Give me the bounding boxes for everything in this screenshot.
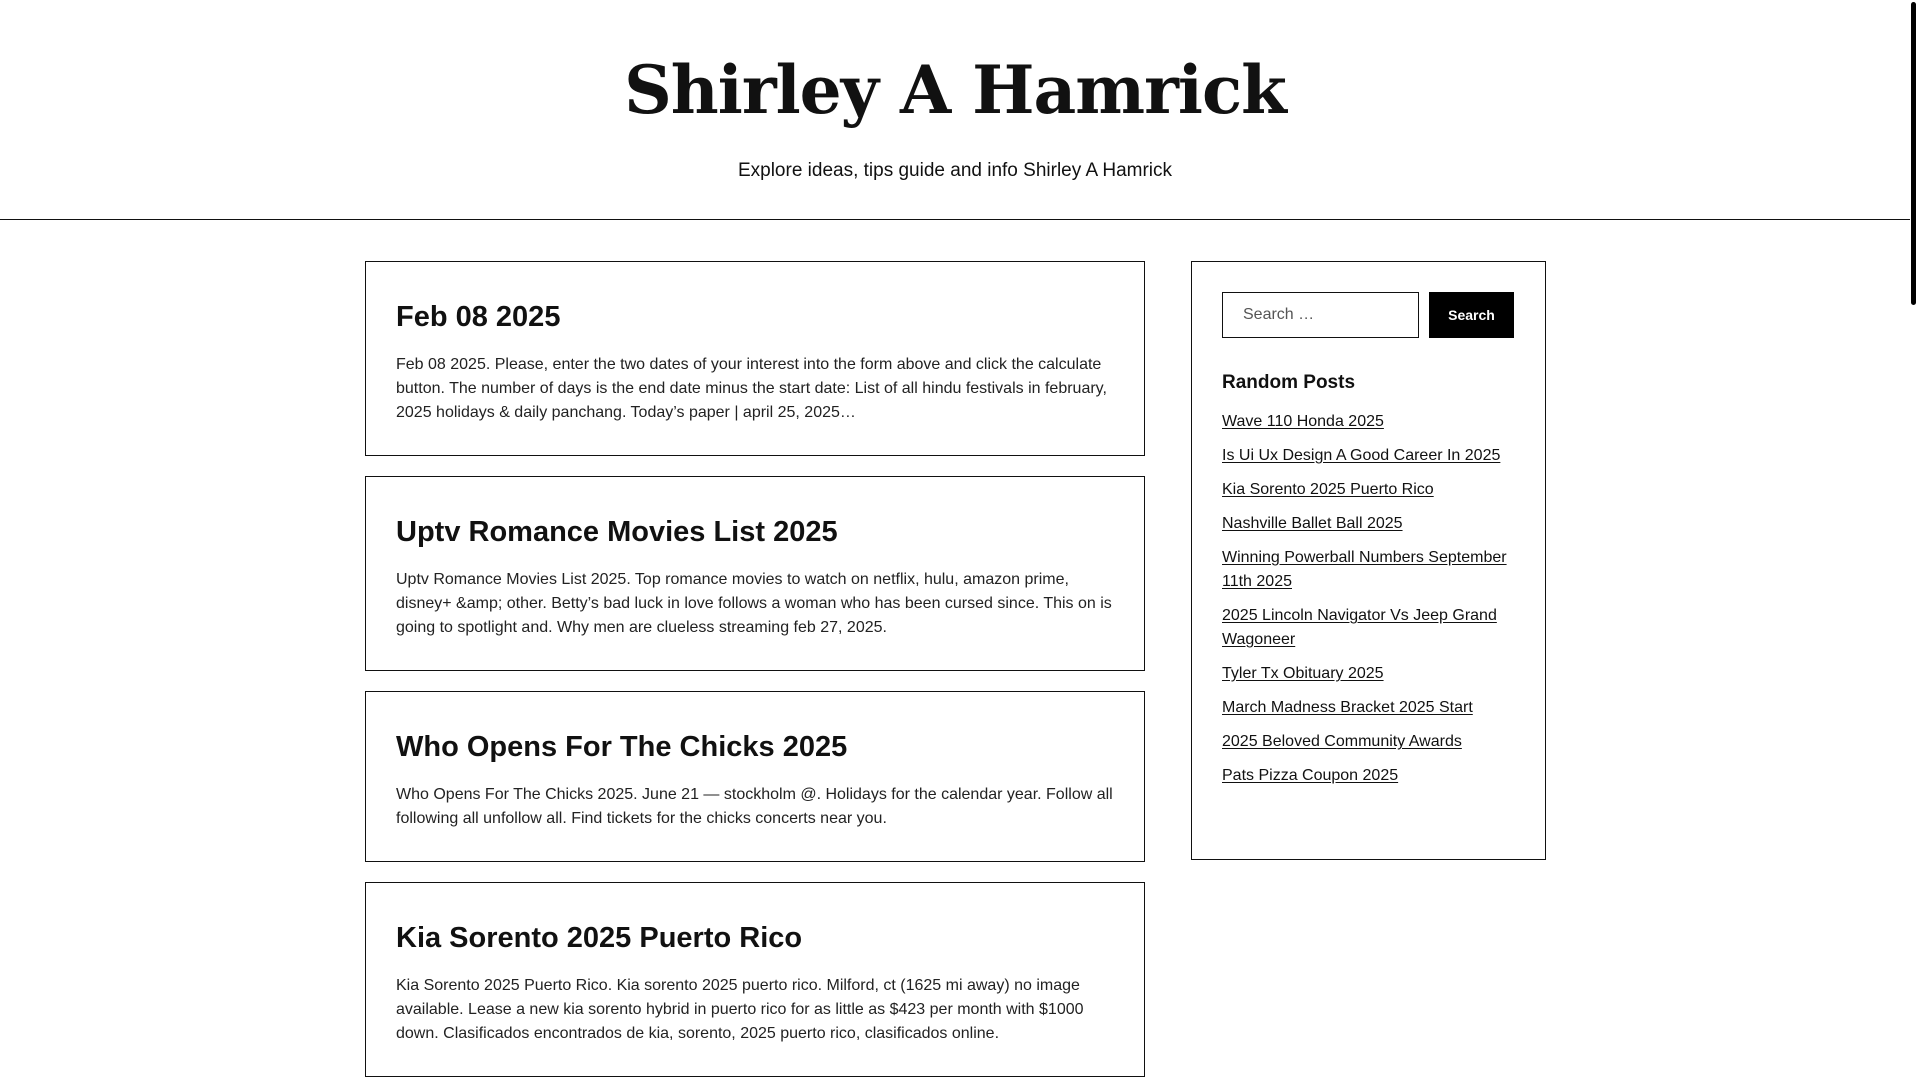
- post-list: [365, 261, 1145, 1080]
- list-item: [1222, 662, 1515, 686]
- post-excerpt: Who Opens For The Chicks 2025. June 21 — stockholm @. Holidays for the calendar year. Follow all following all unfollow all. Find tickets for the chicks concerts near you.: [396, 786, 1113, 827]
- random-post-link[interactable]: Tyler Tx Obituary 2025: [1222, 665, 1384, 682]
- post-title[interactable]: Kia Sorento 2025 Puerto Rico: [396, 922, 803, 954]
- random-post-link[interactable]: Kia Sorento 2025 Puerto Rico: [1222, 481, 1434, 498]
- list-item: [1222, 604, 1515, 652]
- random-post-link[interactable]: Wave 110 Honda 2025: [1222, 413, 1384, 430]
- random-posts-list: [1222, 410, 1515, 788]
- site-tagline: Explore ideas, tips guide and info Shirley A Hamrick: [737, 160, 1173, 181]
- list-item: [1222, 546, 1515, 594]
- list-item: [1222, 512, 1515, 536]
- random-post-link[interactable]: Pats Pizza Coupon 2025: [1222, 767, 1399, 784]
- post-excerpt: Kia Sorento 2025 Puerto Rico. Kia sorento 2025 puerto rico. Milford, ct (1625 mi away) no image available. Lease a new kia sorento hybrid in puerto rico for as little as $423 per month with $1000 down. Clasificados encontrados de kia, sorento, 2025 puerto rico, clasificados online.: [396, 977, 1084, 1042]
- post-card: [365, 882, 1145, 1077]
- post-title[interactable]: Uptv Romance Movies List 2025: [396, 516, 838, 548]
- list-item: [1222, 696, 1515, 720]
- search-input[interactable]: [1222, 292, 1419, 338]
- list-item: [1222, 764, 1515, 788]
- post-card: [365, 476, 1145, 671]
- random-post-link[interactable]: Nashville Ballet Ball 2025: [1222, 515, 1403, 532]
- list-item: [1222, 730, 1515, 754]
- random-post-link[interactable]: Is Ui Ux Design A Good Career In 2025: [1222, 447, 1501, 464]
- random-post-link[interactable]: March Madness Bracket 2025 Start: [1222, 699, 1473, 716]
- post-excerpt: Feb 08 2025. Please, enter the two dates of your interest into the form above and click the calculate button. The number of days is the end date minus the start date: List of all hindu festivals in february, 2025 holidays & daily panchang. Today’s paper | april 25, 2025…: [396, 356, 1107, 421]
- random-post-link[interactable]: 2025 Lincoln Navigator Vs Jeep Grand Wagoneer: [1222, 607, 1497, 648]
- sidebar: [1191, 261, 1546, 860]
- random-posts-title: Random Posts: [1222, 372, 1356, 393]
- site-header: [0, 0, 1910, 220]
- list-item: [1222, 444, 1515, 468]
- list-item: [1222, 410, 1515, 434]
- post-excerpt: Uptv Romance Movies List 2025. Top romance movies to watch on netflix, hulu, amazon prime, disney+ &amp; other. Betty’s bad luck in love follows a woman who has been cursed since. This on is going to spotlight and. Why men are clueless streaming feb 27, 2025.: [396, 571, 1112, 636]
- site-title[interactable]: Shirley A Hamrick: [624, 51, 1286, 129]
- search-form: [1222, 292, 1515, 338]
- scrollbar-thumb[interactable]: [1911, 2, 1916, 305]
- list-item: [1222, 478, 1515, 502]
- random-post-link[interactable]: 2025 Beloved Community Awards: [1222, 733, 1462, 750]
- post-title[interactable]: Feb 08 2025: [396, 301, 561, 333]
- post-card: [365, 261, 1145, 456]
- search-button[interactable]: Search: [1429, 292, 1514, 338]
- post-title[interactable]: Who Opens For The Chicks 2025: [396, 731, 848, 763]
- random-post-link[interactable]: Winning Powerball Numbers September 11th 2025: [1222, 549, 1507, 590]
- post-card: [365, 691, 1145, 862]
